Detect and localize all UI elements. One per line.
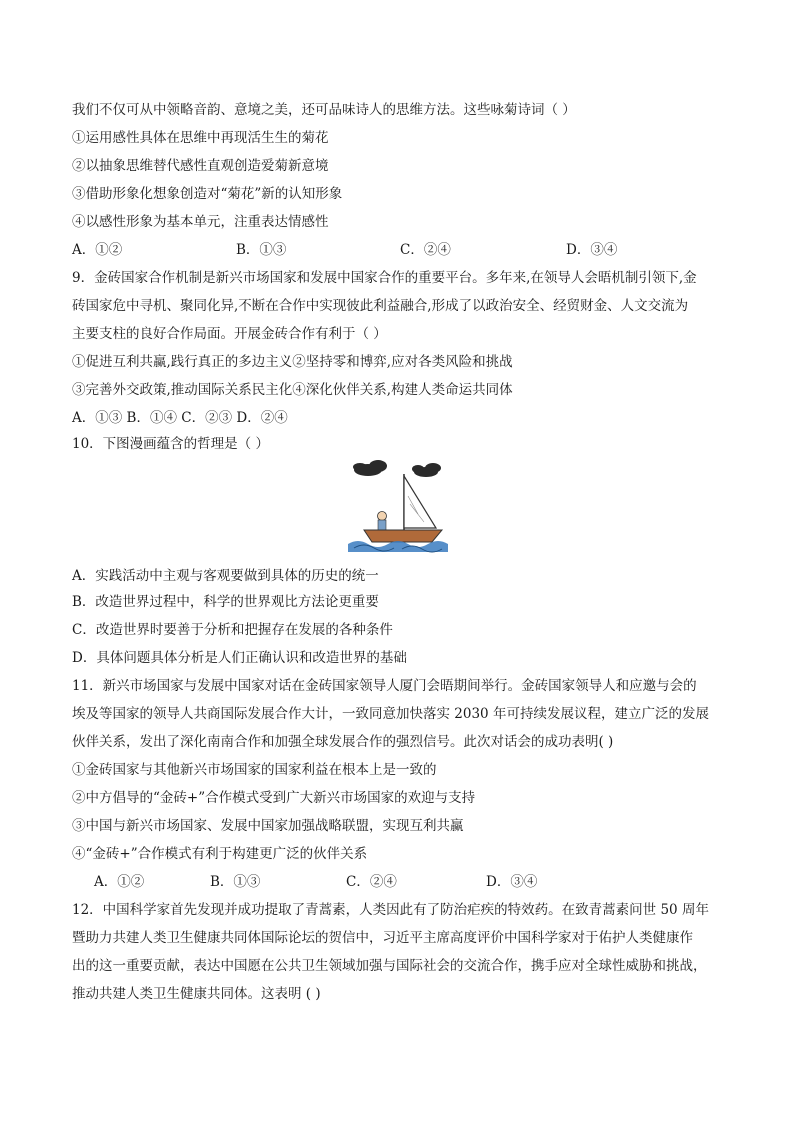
- q9-item-2: ③完善外交政策,推动国际关系民主化④深化伙伴关系,构建人类命运共同体: [72, 382, 513, 398]
- q12-stem-line-4: 推动共建人类卫生健康共同体。这表明 ( ): [72, 986, 321, 1002]
- q9-stem-line-2: 砖国家危中寻机、聚同化异,不断在合作中实现彼此利益融合,形成了以政治安全、经贸财金、人文交流为: [72, 298, 689, 314]
- q8-option-a: A．①②: [72, 242, 123, 258]
- q11-item-4: ④“金砖+”合作模式有利于构建更广泛的伙伴关系: [72, 846, 368, 862]
- boat-icon: [364, 530, 442, 542]
- q11-item-3: ③中国与新兴市场国家、发展中国家加强战略联盟，实现互利共赢: [72, 818, 464, 834]
- q12-stem-line-3: 出的这一重要贡献，表达中国愿在公共卫生领域加强与国际社会的交流合作，携手应对全球性威胁和挑战，: [72, 958, 707, 974]
- q8-item-2: ②以抽象思维替代感性直观创造爱菊新意境: [72, 158, 329, 174]
- q10-option-a: A．实践活动中主观与客观要做到具体的历史的统一: [72, 568, 379, 584]
- q8-options: [72, 240, 732, 260]
- sail-icon: [404, 476, 436, 528]
- q9-stem-line-3: 主要支柱的良好合作局面。开展金砖合作有利于（ ）: [72, 326, 387, 342]
- q8-option-c: C．②④: [400, 242, 451, 258]
- sailboat-cartoon: [338, 456, 456, 556]
- q10-stem: 10．下图漫画蕴含的哲理是（ ）: [72, 436, 269, 452]
- q8-option-b: B．①③: [236, 242, 287, 258]
- q11-option-d: D．③④: [486, 874, 538, 890]
- q10-option-d: D．具体问题具体分析是人们正确认识和改造世界的基础: [72, 650, 407, 666]
- q11-option-c: C．②④: [346, 874, 397, 890]
- q11-option-a: A．①②: [94, 874, 145, 890]
- person-icon: [378, 512, 387, 521]
- q9-item-1: ①促进互利共赢,践行真正的多边主义②坚持零和博弈,应对各类风险和挑战: [72, 354, 513, 370]
- q8-item-4: ④以感性形象为基本单元，注重表达情感性: [72, 214, 329, 230]
- q11-options: [94, 872, 734, 892]
- q12-stem-line-2: 暨助力共建人类卫生健康共同体国际论坛的贺信中，习近平主席高度评价中国科学家对于佑护人类健康作: [72, 930, 693, 946]
- q11-item-2: ②中方倡导的“金砖+”合作模式受到广大新兴市场国家的欢迎与支持: [72, 790, 476, 806]
- q9-options: A．①③ B．①④ C．②③ D．②④: [72, 410, 288, 426]
- q11-stem-line-2: 埃及等国家的领导人共商国际发展合作大计，一致同意加快落实 2030 年可持续发展议程，建立广泛的发展: [72, 706, 709, 722]
- cloud-icon: [412, 463, 441, 477]
- q10-option-b: B．改造世界过程中，科学的世界观比方法论更重要: [72, 594, 379, 610]
- q12-stem-line-1: 12．中国科学家首先发现并成功提取了青蒿素，人类因此有了防治疟疾的特效药。在致青蒿素问世 50 周年: [72, 902, 709, 918]
- q8-stem: 我们不仅可从中领略音韵、意境之美，还可品味诗人的思维方法。这些咏菊诗词（ ）: [72, 102, 576, 118]
- q11-stem-line-3: 伙伴关系，发出了深化南南合作和加强全球发展合作的强烈信号。此次对话会的成功表明( ): [72, 734, 614, 750]
- q10-option-c: C．改造世界时要善于分析和把握存在发展的各种条件: [72, 622, 393, 638]
- q11-item-1: ①金砖国家与其他新兴市场国家的国家利益在根本上是一致的: [72, 762, 437, 778]
- water-icon: [348, 541, 448, 552]
- cloud-icon: [353, 460, 387, 476]
- q8-option-d: D．③④: [566, 242, 618, 258]
- q11-stem-line-1: 11．新兴市场国家与发展中国家对话在金砖国家领导人厦门会晤期间举行。金砖国家领导人和应邀与会的: [72, 678, 697, 694]
- q8-item-1: ①运用感性具体在思维中再现活生生的菊花: [72, 130, 329, 146]
- q11-option-b: B．①③: [210, 874, 261, 890]
- q8-item-3: ③借助形象化想象创造对“菊花”新的认知形象: [72, 186, 343, 202]
- q9-stem-line-1: 9．金砖国家合作机制是新兴市场国家和发展中国家合作的重要平台。多年来,在领导人会晤机制引领下,金: [72, 270, 697, 286]
